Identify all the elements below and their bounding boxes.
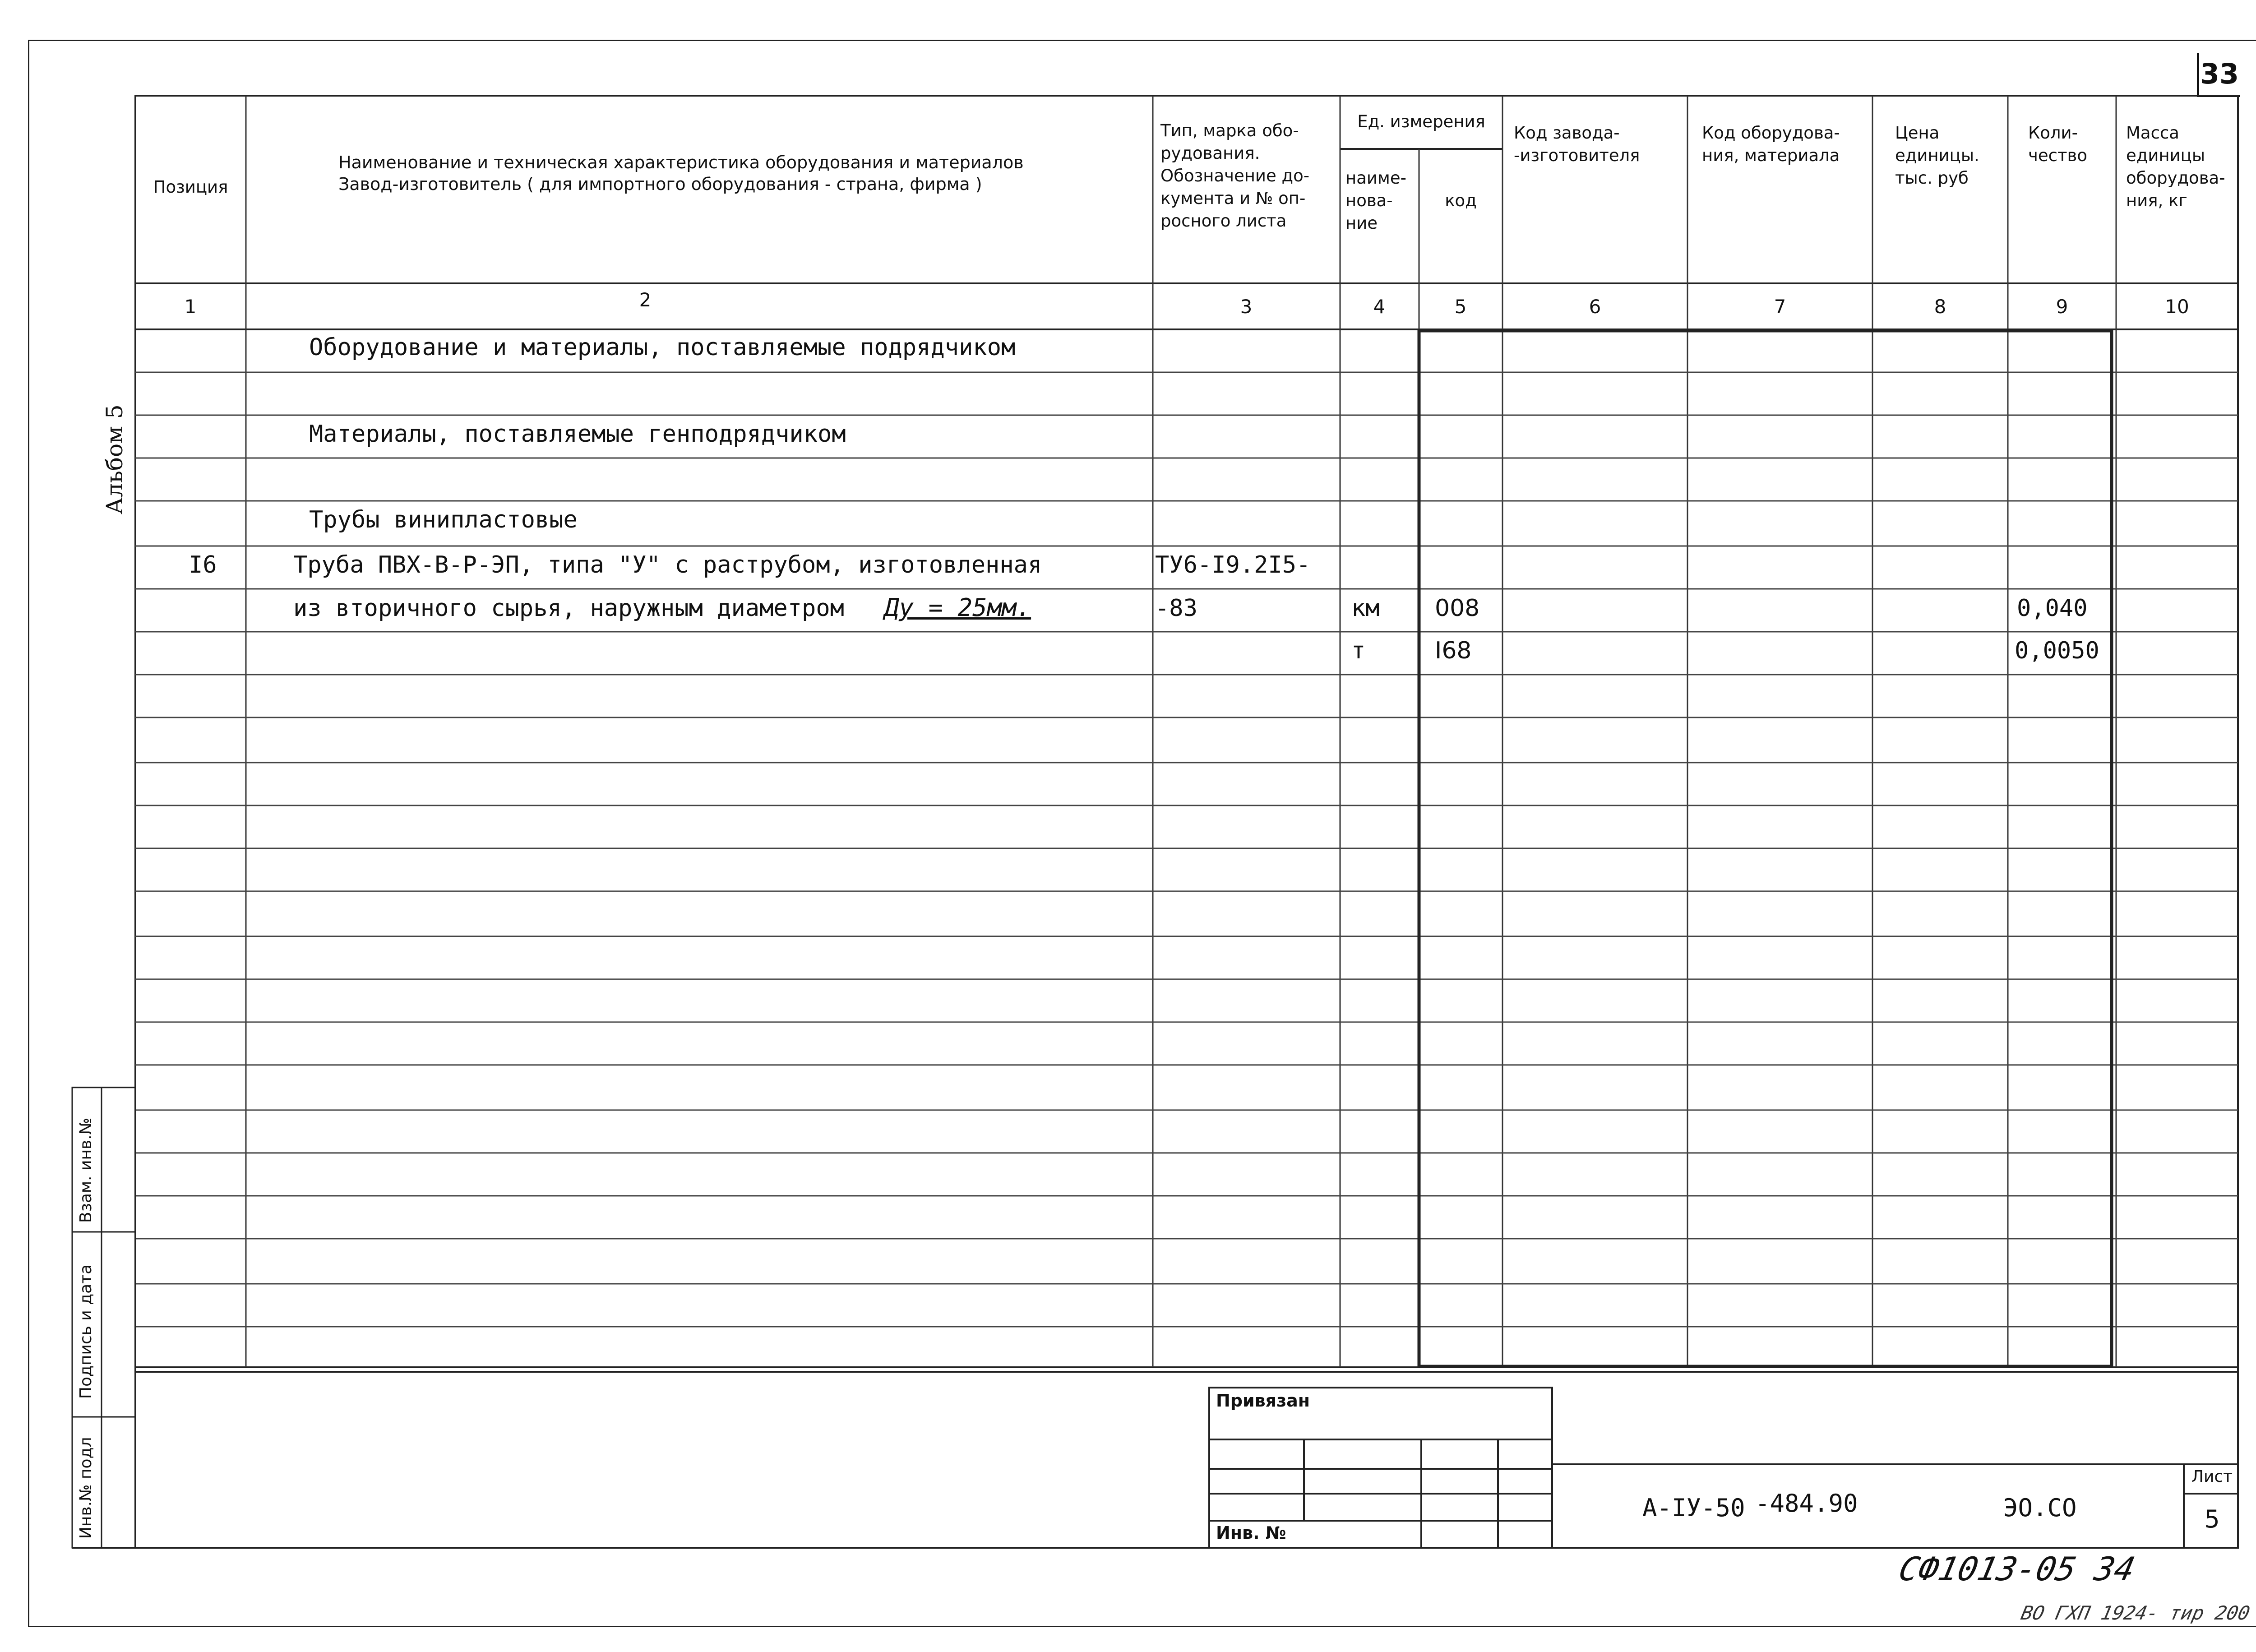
header-mass-line: Масса <box>2126 123 2179 143</box>
header-mass-line: ния, кг <box>2126 191 2187 210</box>
list-label: Лист <box>2191 1467 2233 1486</box>
header-equipment-code-line: Код оборудова- <box>1702 123 1840 143</box>
header-quantity <box>2028 122 2114 167</box>
column-number: 8 <box>1934 296 1946 318</box>
column-number: 1 <box>184 296 197 318</box>
header-type-line: рудования. <box>1160 143 1260 163</box>
header-mass-line: единицы <box>2126 146 2205 165</box>
album-label: Альбом 5 <box>102 404 128 514</box>
column-number: 7 <box>1774 296 1786 318</box>
row-code: I68 <box>1435 637 1472 664</box>
handwritten-corner-note: ВО ГХП 1924- тир 200 <box>2019 1602 2252 1624</box>
stamp-podpis-label: Подпись и дата <box>77 1264 95 1399</box>
header-type <box>1160 120 1336 232</box>
row-code: 008 <box>1435 595 1480 622</box>
header-unit-group: Ед. измерения <box>1357 112 1485 131</box>
stamp-vzam-label: Взам. инв.№ <box>77 1118 95 1223</box>
header-factory-code <box>1514 122 1685 167</box>
row-position: I6 <box>189 551 217 578</box>
document-code-suffix: -484.90 <box>1755 1489 1858 1518</box>
section-code: ЭО.СО <box>2003 1494 2077 1522</box>
header-unit-name-line: нова- <box>1345 191 1393 210</box>
column-number: 4 <box>1373 296 1386 318</box>
section-heading: Трубы винипластовые <box>309 506 578 533</box>
document-code: А-IУ-50 <box>1642 1494 1745 1522</box>
section-heading: Оборудование и материалы, поставляемые подрядчиком <box>309 334 1016 361</box>
column-number: 5 <box>1454 296 1467 318</box>
row-type: ТУ6-I9.2I5- <box>1155 551 1311 578</box>
list-value: 5 <box>2204 1505 2220 1533</box>
header-name-line1: Наименование и техническая характеристика оборудования и материалов <box>338 153 1024 172</box>
inv-number-label: Инв. № <box>1216 1523 1286 1543</box>
header-price-line: Цена <box>1895 123 1940 143</box>
column-number: 6 <box>1589 296 1601 318</box>
column-number: 3 <box>1240 296 1253 318</box>
header-unit-name <box>1345 167 1418 235</box>
column-number: 2 <box>639 289 652 311</box>
row-unit: км <box>1351 595 1380 622</box>
header-unit-name-line: наиме- <box>1345 168 1406 188</box>
row-unit: т <box>1351 637 1366 664</box>
column-number: 9 <box>2056 296 2068 318</box>
header-unit-name-line: ние <box>1345 213 1378 233</box>
header-type-line: росного листа <box>1160 211 1287 231</box>
header-price-line: тыс. руб <box>1895 168 1969 188</box>
stamp-inv-podl-label: Инв.№ подл <box>77 1437 95 1539</box>
header-mass <box>2126 122 2237 212</box>
column-number: 10 <box>2165 296 2189 318</box>
header-type-line: Тип, марка обо- <box>1160 121 1299 140</box>
header-equipment-code-line: ния, материала <box>1702 146 1840 165</box>
row-name: Труба ПВХ-В-Р-ЭП, типа "У" с раструбом, изготовленная <box>293 551 1042 578</box>
row-type: -83 <box>1155 595 1197 622</box>
header-equipment-code <box>1702 122 1869 167</box>
header-name-line2: Завод-изготовитель ( для импортного оборудования - страна, фирма ) <box>338 174 982 194</box>
sheet-number: 33 <box>2197 53 2240 97</box>
header-type-line: Обозначение до- <box>1160 166 1310 185</box>
row-name-handwritten: Ду = 25мм. <box>884 593 1031 622</box>
header-type-line: кумента и № оп- <box>1160 189 1306 208</box>
header-factory-code-line: Код завода- <box>1514 123 1620 143</box>
header-quantity-line: чество <box>2028 146 2087 165</box>
header-quantity-line: Коли- <box>2028 123 2078 143</box>
header-factory-code-line: -изготовителя <box>1514 146 1640 165</box>
header-position: Позиция <box>153 177 228 197</box>
privyazan-label: Привязан <box>1216 1391 1310 1411</box>
row-name: из вторичного сырья, наружным диаметром <box>293 595 844 622</box>
header-price <box>1895 122 2006 190</box>
row-quantity: 0,0050 <box>2015 637 2099 664</box>
row-quantity: 0,040 <box>2017 595 2088 622</box>
section-heading: Материалы, поставляемые генподрядчиком <box>309 421 846 448</box>
header-unit-code: код <box>1445 191 1477 210</box>
header-mass-line: оборудова- <box>2126 168 2225 188</box>
header-price-line: единицы. <box>1895 146 1979 165</box>
handwritten-code: СФ1013-05 34 <box>1895 1550 2139 1588</box>
